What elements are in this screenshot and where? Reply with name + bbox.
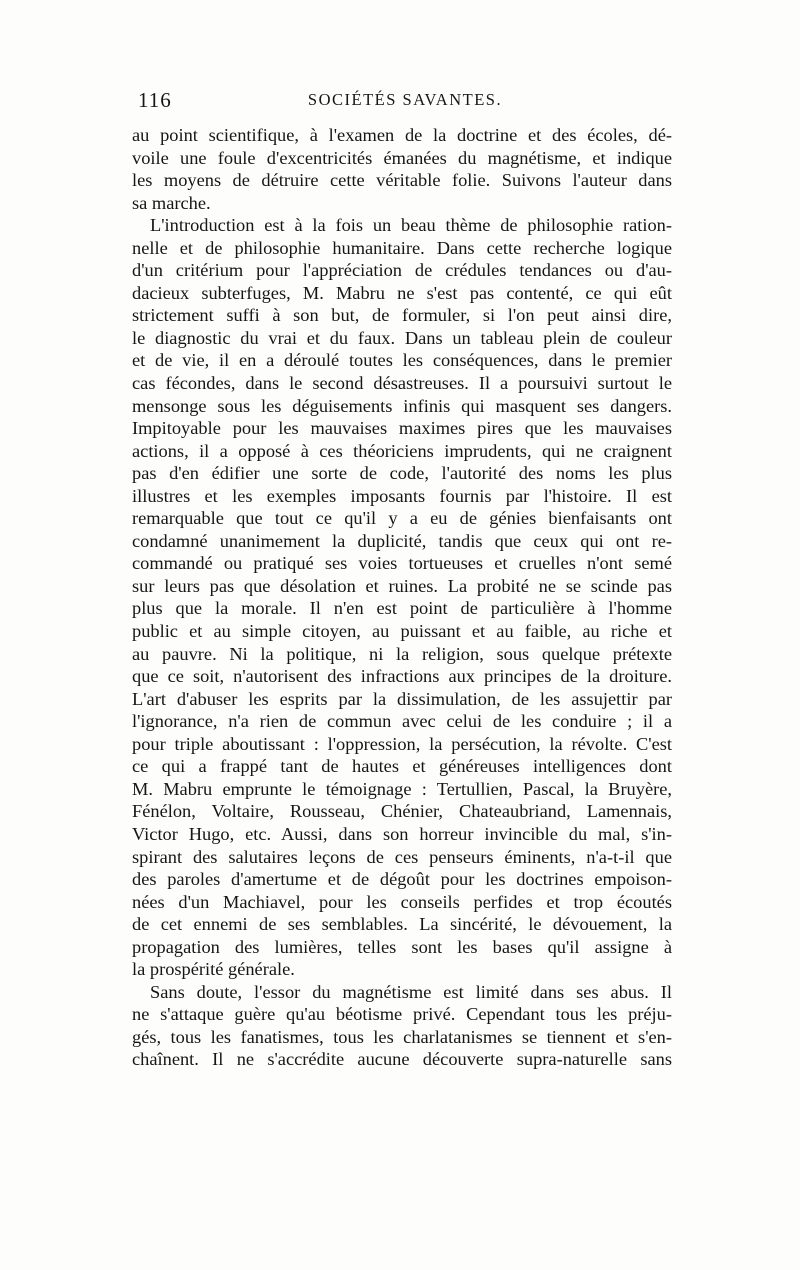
text-line: et de vie, il en a déroulé toutes les conséquences, dans le premier <box>132 350 672 371</box>
text-line: dacieux subterfuges, M. Mabru ne s'est pas contenté, ce qui eût <box>132 282 672 303</box>
text-line: L'art d'abuser les esprits par la dissimulation, de les assujettir par <box>132 688 672 709</box>
text-line: l'ignorance, n'a rien de commun avec celui de les conduire ; il a <box>132 711 672 732</box>
text-line: que ce soit, n'autorisent des infractions aux principes de la droiture. <box>132 666 672 687</box>
text-line: commandé ou pratiqué ses voies tortueuses et cruelles n'ont semé <box>132 553 672 574</box>
text-line: strictement suffi à son but, de formuler, si l'on peut ainsi dire, <box>132 305 672 326</box>
text-line: nées d'un Machiavel, pour les conseils perfides et trop écoutés <box>132 891 672 912</box>
text-line: M. Mabru emprunte le témoignage : Tertullien, Pascal, la Bruyère, <box>132 778 672 799</box>
text-line: la prospérité générale. <box>132 959 295 980</box>
text-line: public et au simple citoyen, au puissant et au faible, au riche et <box>132 621 672 642</box>
text-line: Impitoyable pour les mauvaises maximes pires que les mauvaises <box>132 418 672 439</box>
text-line: nelle et de philosophie humanitaire. Dans cette recherche logique <box>132 237 672 258</box>
text-line: des paroles d'amertume et de dégoût pour les doctrines empoison- <box>132 869 672 890</box>
running-title: SOCIÉTÉS SAVANTES. <box>307 90 503 109</box>
text-line: le diagnostic du vrai et du faux. Dans un tableau plein de couleur <box>132 327 672 348</box>
text-line: mensonge sous les déguisements infinis qui masquent ses dangers. <box>132 395 672 416</box>
page-number: 116 <box>138 88 172 112</box>
body-text <box>132 124 672 1084</box>
text-line: ne s'attaque guère qu'au béotisme privé. Cependant tous les préju- <box>132 1004 672 1025</box>
text-line: condamné unanimement la duplicité, tandis que ceux qui ont re- <box>132 530 672 551</box>
text-line: cas fécondes, dans le second désastreuses. Il a poursuivi surtout le <box>132 373 672 394</box>
text-line: spirant des salutaires leçons de ces penseurs éminents, n'a-t-il que <box>132 846 672 867</box>
text-line: de cet ennemi de ses semblables. La sincérité, le dévouement, la <box>132 914 672 935</box>
text-line: gés, tous les fanatismes, tous les charlatanismes se tiennent et s'en- <box>132 1026 672 1047</box>
text-line: pas d'en édifier une sorte de code, l'autorité des noms les plus <box>132 463 672 484</box>
text-line: Victor Hugo, etc. Aussi, dans son horreur invincible du mal, s'in- <box>132 823 672 844</box>
text-line: au pauvre. Ni la politique, ni la religion, sous quelque prétexte <box>132 643 672 664</box>
text-line: remarquable que tout ce qu'il y a eu de génies bienfaisants ont <box>132 508 672 529</box>
text-line: ce qui a frappé tant de hautes et généreuses intelligences dont <box>132 756 672 777</box>
text-line: actions, il a opposé à ces théoriciens imprudents, qui ne craignent <box>132 440 672 461</box>
text-line: pour triple aboutissant : l'oppression, la persécution, la révolte. C'est <box>132 733 672 754</box>
text-line: illustres et les exemples imposants fournis par l'histoire. Il est <box>132 485 672 506</box>
text-line: Sans doute, l'essor du magnétisme est limité dans ses abus. Il <box>150 981 672 1002</box>
text-line: plus que la morale. Il n'en est point de particulière à l'homme <box>132 598 672 619</box>
text-line: d'un critérium pour l'appréciation de crédules tendances ou d'au- <box>132 260 672 281</box>
text-line: sur leurs pas que désolation et ruines. La probité ne se scinde pas <box>132 575 672 596</box>
text-line: voile une foule d'excentricités émanées du magnétisme, et indique <box>132 147 672 168</box>
text-line: L'introduction est à la fois un beau thème de philosophie ration- <box>150 215 672 236</box>
text-line: les moyens de détruire cette véritable folie. Suivons l'auteur dans <box>132 170 672 191</box>
text-line: propagation des lumières, telles sont les bases qu'il assigne à <box>132 936 672 957</box>
text-line: sa marche. <box>132 192 211 213</box>
text-line: au point scientifique, à l'examen de la doctrine et des écoles, dé- <box>132 125 672 145</box>
text-line: Fénélon, Voltaire, Rousseau, Chénier, Chateaubriand, Lamennais, <box>132 801 672 822</box>
text-line: chaînent. Il ne s'accrédite aucune découverte supra-naturelle sans <box>132 1049 672 1070</box>
running-head <box>138 88 672 116</box>
